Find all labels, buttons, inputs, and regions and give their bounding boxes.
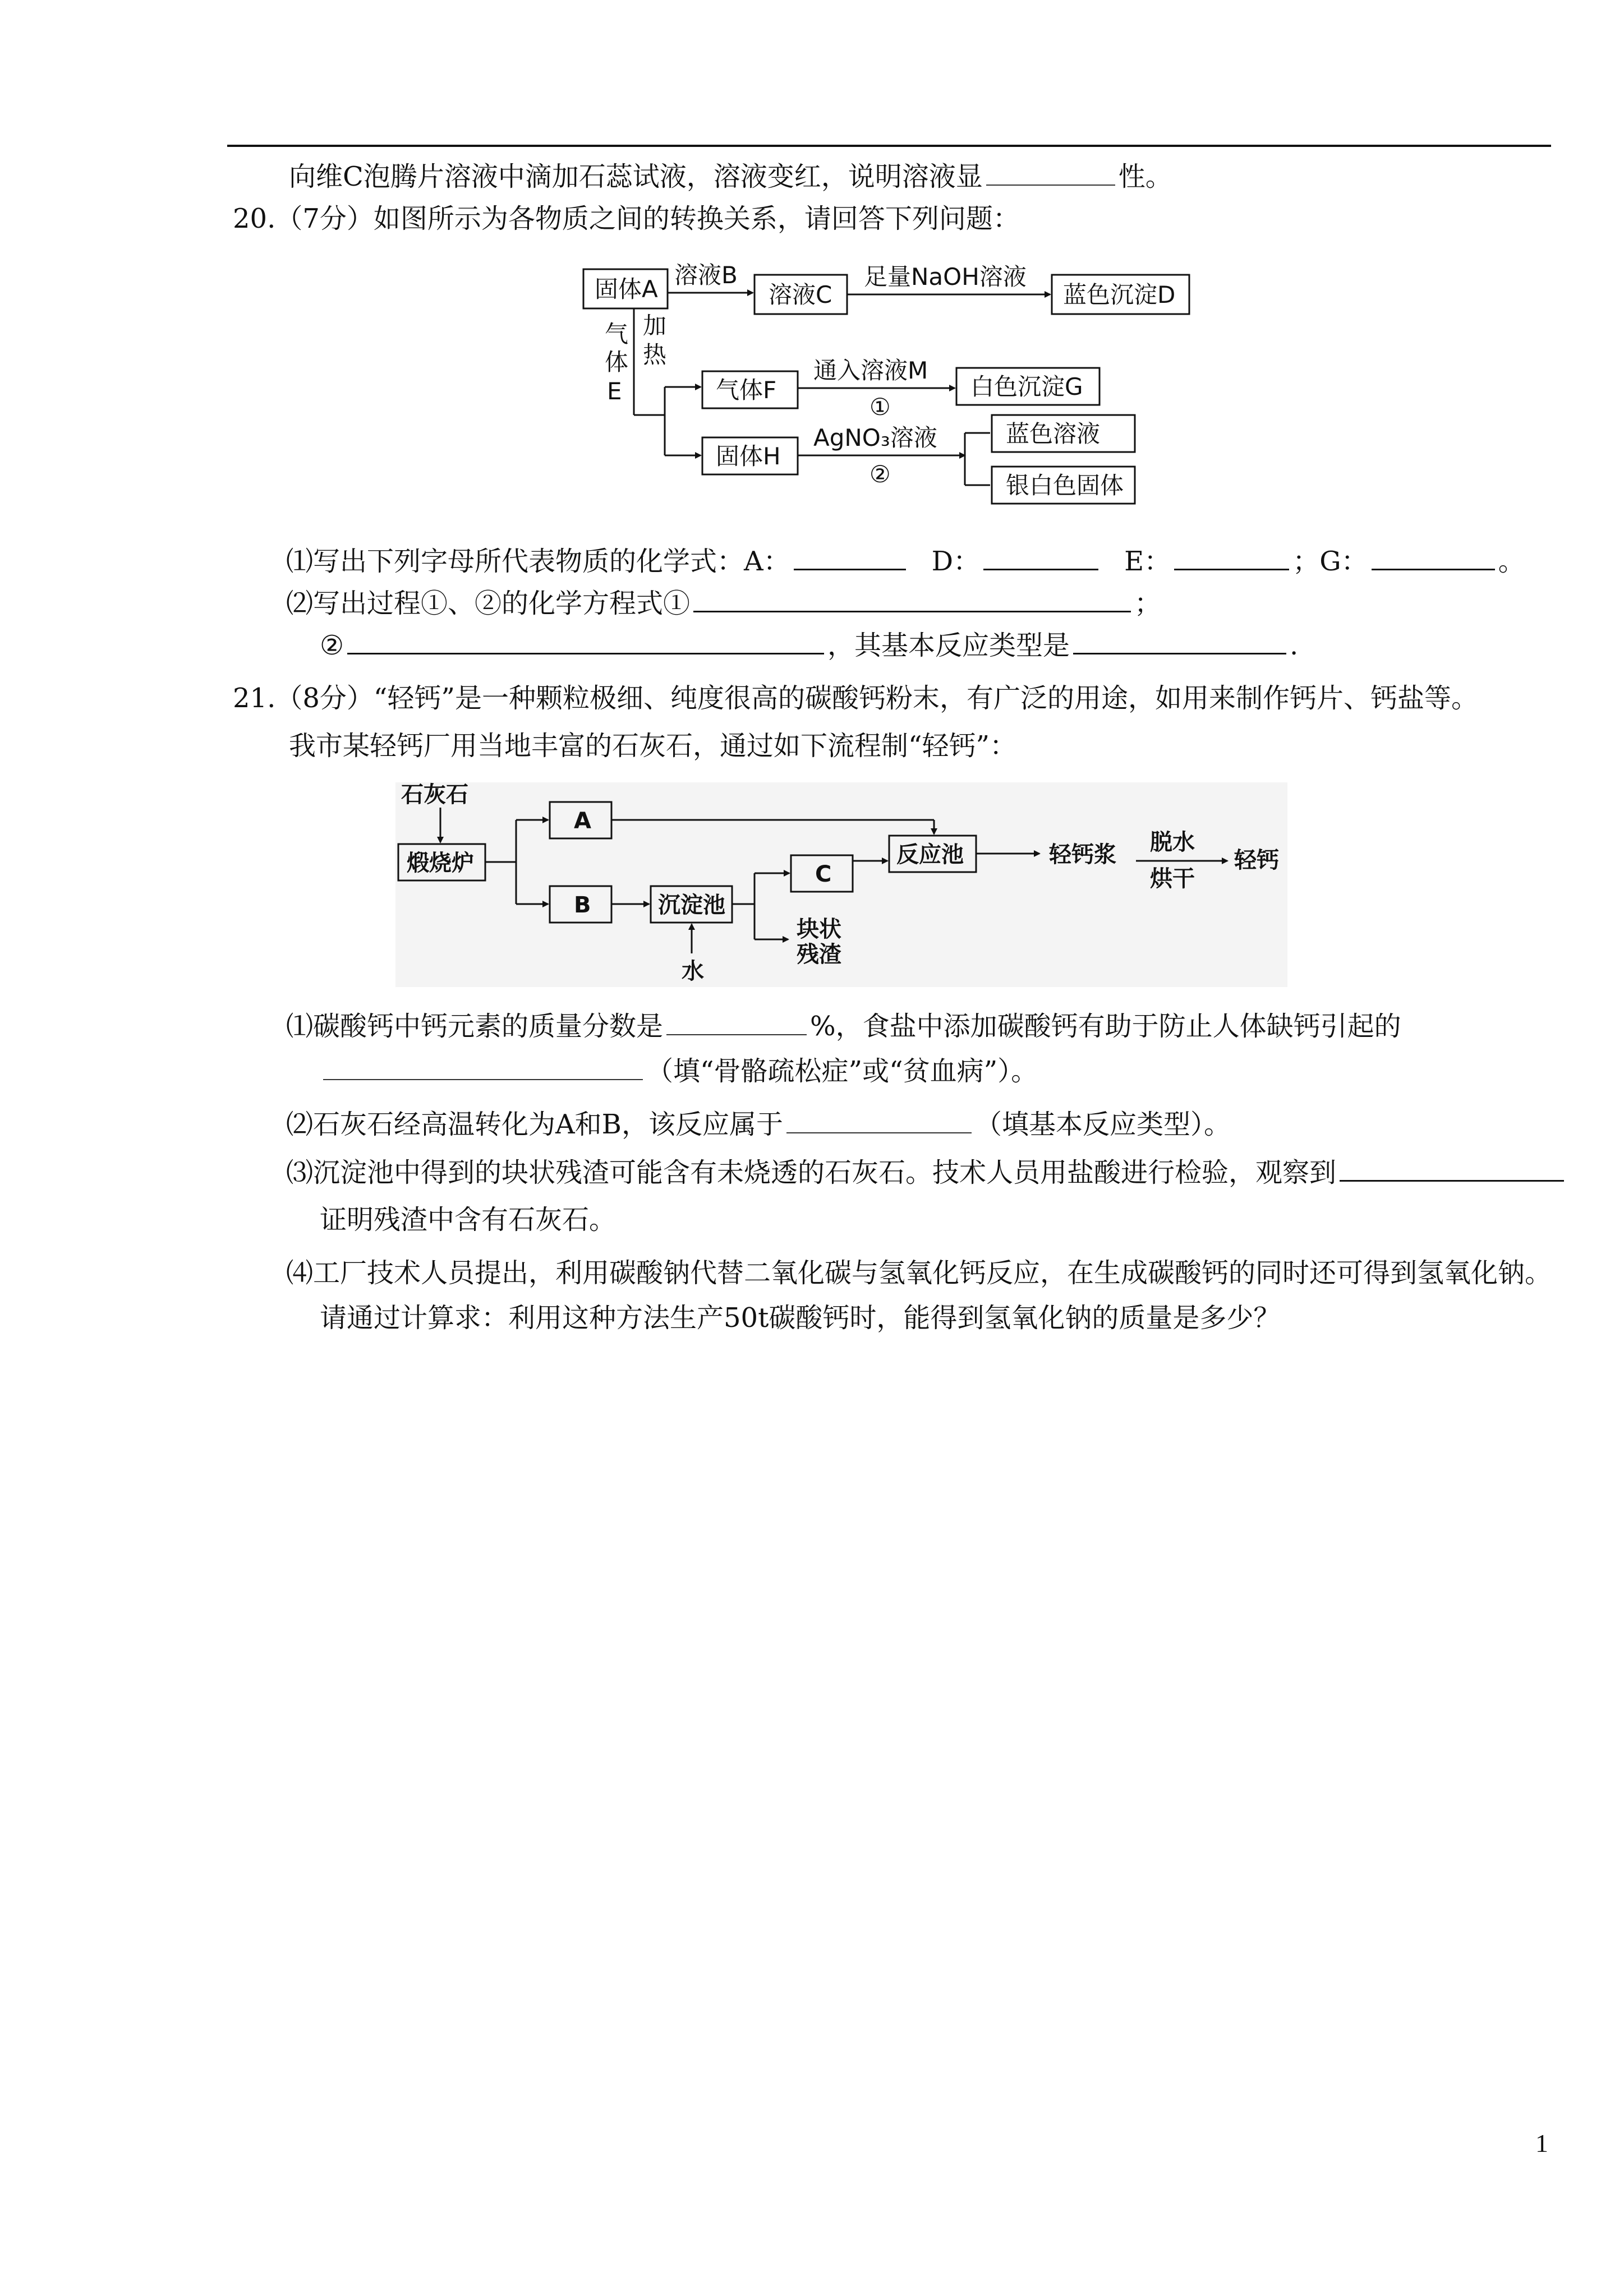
text: ⑵写出过程①、②的化学方程式① [286,588,691,619]
text: ，其基本反应类型是 [827,630,1070,661]
question-21-intro: 我市某轻钙厂用当地丰富的石灰石，通过如下流程制“轻钙”： [289,730,1017,762]
header-rule [227,145,1551,147]
label-b: B [574,892,591,918]
q21-part3 [286,1155,1567,1190]
blank-mass-fraction[interactable] [666,1009,807,1035]
q19-tail-line [289,160,1172,193]
diagram-light-calcium-process [395,782,1287,987]
text: ② [320,630,344,661]
blank-d[interactable] [983,544,1098,570]
q21-part3-cont: 证明残渣中含有石灰石。 [320,1204,617,1235]
text: ；G： [1292,546,1368,577]
label-furnace: 煅烧炉 [407,850,474,876]
label-solid-a: 固体A [595,275,658,303]
text: ； [1134,588,1162,619]
label-silver-solid: 银白色固体 [1006,472,1124,499]
q20-part2 [286,586,1161,620]
label-dry: 烘干 [1150,866,1195,892]
label-solution-b: 溶液B [674,261,738,289]
text: D： [931,546,981,577]
blank-eq2[interactable] [347,628,824,654]
label-dewater: 脱水 [1150,829,1195,855]
blank-reaction-type[interactable] [1073,628,1286,654]
diagram-conversion [578,252,1212,522]
label-gas-e-3: E [607,377,622,405]
blank-g[interactable] [1372,544,1495,570]
text: ⑴碳酸钙中钙元素的质量分数是 [286,1011,664,1042]
label-product: 轻钙 [1234,847,1279,873]
label-naoh: 足量NaOH溶液 [864,263,1027,291]
text: ⑶沉淀池中得到的块状残渣可能含有未烧透的石灰石。技术人员用盐酸进行检验，观察到 [286,1157,1337,1188]
text: （填基本反应类型）。 [974,1109,1231,1140]
label-process-1: ① [869,393,891,421]
label-reactor: 反应池 [896,842,964,868]
page-number: 1 [1535,2129,1548,2157]
question-21-heading: 21.（8分）“轻钙”是一种颗粒极细、纯度很高的碳酸钙粉末，有广泛的用途，如用来制作钙片、钙盐等。 [233,683,1478,714]
blank-e[interactable] [1174,544,1289,570]
label-agno3: AgNO₃溶液 [813,424,937,451]
text: 向维C泡腾片溶液中滴加石蕊试液，溶液变红，说明溶液显 [289,161,983,192]
text: . [1290,630,1299,661]
label-gas-e-1: 气 [605,320,629,348]
label-residue-2: 残渣 [797,942,841,967]
label-pass-m: 通入溶液M [813,357,928,384]
label-heat-1: 加 [643,312,667,339]
label-slurry: 轻钙浆 [1049,842,1116,868]
blank-disease[interactable] [323,1054,643,1080]
blank-a[interactable] [794,544,906,570]
label-white-precipitate: 白色沉淀G [970,373,1083,400]
blank-eq1[interactable] [693,586,1131,612]
q21-part4-cont: 请通过计算求：利用这种方法生产50t碳酸钙时，能得到氢氧化钠的质量是多少？ [320,1302,1281,1334]
label-a: A [574,808,591,834]
q20-part3 [320,628,1298,662]
q21-part4: ⑷工厂技术人员提出，利用碳酸钠代替二氧化碳与氢氧化钙反应，在生成碳酸钙的同时还可得到氢氧化钠。 [286,1257,1552,1289]
label-settling-tank: 沉淀池 [658,892,725,918]
label-c: C [815,861,832,887]
text: 性。 [1118,161,1172,192]
label-blue-solution: 蓝色溶液 [1006,420,1101,448]
text: ⑴写出下列字母所代表物质的化学式：A： [286,546,790,577]
text: 。 [1498,546,1525,577]
label-limestone: 石灰石 [401,782,468,808]
label-solution-c: 溶液C [769,281,832,308]
text: E： [1124,546,1171,577]
text: ⑵石灰石经高温转化为A和B，该反应属于 [286,1109,783,1140]
answer-blank[interactable] [986,160,1115,186]
label-residue-1: 块状 [797,916,841,942]
label-heat-2: 热 [643,341,667,368]
q20-part1 [286,544,1525,578]
label-blue-precipitate: 蓝色沉淀D [1063,281,1176,308]
label-solid-h: 固体H [716,442,781,470]
label-process-2: ② [869,460,891,488]
label-gas-f: 气体F [716,376,777,404]
text: %，食盐中添加碳酸钙有助于防止人体缺钙引起的 [810,1011,1401,1042]
label-water: 水 [682,958,704,984]
label-gas-e-2: 体 [605,348,629,376]
blank-reaction-type-2[interactable] [786,1108,972,1133]
q21-part2 [286,1108,1231,1141]
q21-part1 [286,1009,1401,1043]
q21-part1-cont [320,1054,1038,1088]
question-20-heading: 20.（7分）如图所示为各物质之间的转换关系，请回答下列问题： [233,203,1020,234]
blank-observation[interactable] [1340,1155,1564,1182]
text: （填“骨骼疏松症”或“贫血病”）。 [646,1055,1038,1087]
